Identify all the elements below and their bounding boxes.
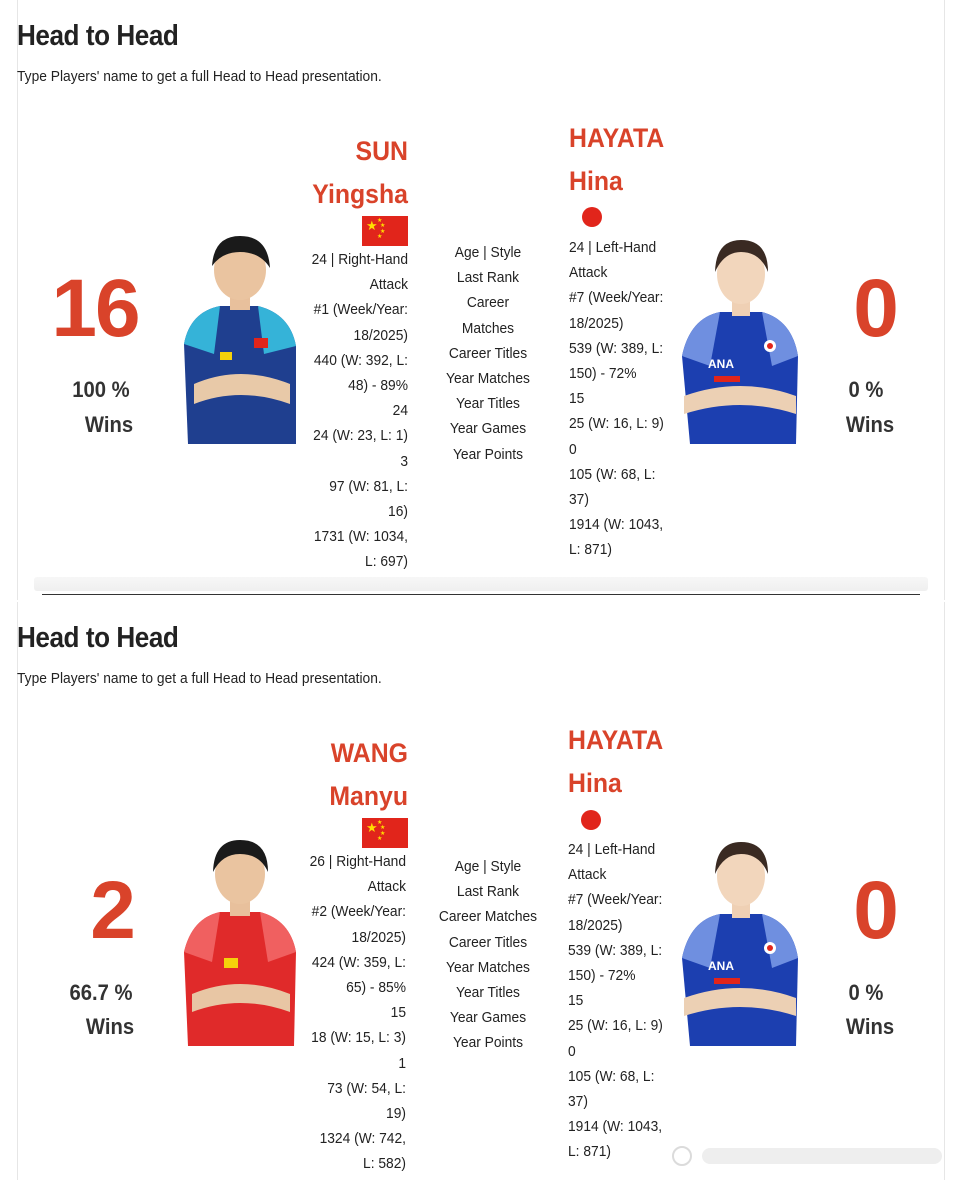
stat-year-matches: 25 (W: 16, L: 9) (569, 415, 664, 433)
label-year-games: Year Games (449, 1009, 527, 1027)
player-photo-hayata (680, 838, 800, 1046)
label-year-games: Year Games (449, 420, 527, 438)
player-photo-wang (182, 838, 298, 1046)
right-surname: HAYATA (568, 725, 664, 755)
player-photo-sun (180, 234, 298, 444)
left-win-pct: 100 % (72, 377, 130, 402)
section-divider-line (42, 594, 920, 595)
label-age-style: Age | Style (454, 858, 522, 875)
stat-year-games: 97 (W: 81, L: 16) (329, 477, 408, 521)
stat-age-style: 24 | Right-Hand Attack (311, 251, 408, 294)
stat-career-matches: 440 (W: 392, L: 48) - 89% (313, 351, 408, 395)
right-score: 0 (853, 263, 897, 354)
label-year-titles: Year Titles (456, 395, 520, 413)
label-career-matches: Career Matches (438, 908, 538, 926)
stat-year-titles: 3 (400, 452, 408, 470)
right-wins-label: Wins (845, 412, 895, 437)
left-surname: SUN (355, 136, 408, 166)
h2h-subtitle: Type Players' name to get a full Head to Head presentation. (17, 670, 382, 687)
china-flag-icon: ★ ★ ★ ★ ★ (362, 818, 408, 848)
left-stats-list (309, 247, 408, 575)
right-given-name: Hina (569, 166, 623, 196)
label-last-rank: Last Rank (456, 269, 520, 287)
right-given-name: Hina (568, 768, 622, 798)
stat-career-matches: 539 (W: 389, L: 150) - 72% (569, 339, 664, 383)
watermark-icon (668, 1136, 960, 1174)
right-win-pct: 0 % (848, 377, 884, 402)
left-given-name: Yingsha (312, 179, 408, 209)
section-divider-band (34, 577, 928, 591)
stat-year-games: 105 (W: 68, L: 37) (568, 1067, 655, 1111)
stat-year-points: 1914 (W: 1043, L: 871) (569, 516, 664, 559)
japan-flag-icon (582, 207, 602, 227)
stat-year-points: 1731 (W: 1034, L: 697) (313, 528, 408, 571)
stat-last-rank: #2 (Week/Year: 18/2025) (311, 903, 406, 946)
stat-career-titles: 15 (569, 390, 585, 408)
h2h-subtitle: Type Players' name to get a full Head to Head presentation. (17, 68, 382, 85)
stat-career-matches: 539 (W: 389, L: 150) - 72% (568, 941, 663, 985)
left-given-name: Manyu (329, 781, 408, 811)
right-stats-list (568, 837, 667, 1165)
right-score: 0 (853, 865, 897, 956)
stat-age-style: 24 | Left-Hand Attack (569, 239, 657, 282)
japan-flag-icon (581, 810, 601, 830)
stat-year-points: 1914 (W: 1043, L: 871) (568, 1118, 663, 1161)
svg-text:ANA: ANA (708, 357, 734, 371)
left-stats-list (307, 849, 406, 1177)
left-score: 2 (90, 865, 134, 956)
label-year-matches: Year Matches (446, 370, 530, 388)
label-career-matches: Career Matches (461, 294, 515, 337)
svg-text:ANA: ANA (708, 959, 734, 973)
stat-last-rank: #7 (Week/Year: 18/2025) (568, 891, 663, 934)
left-win-pct: 66.7 % (69, 980, 133, 1005)
stat-year-titles: 0 (569, 440, 577, 458)
label-last-rank: Last Rank (456, 883, 520, 901)
player-photo-hayata (680, 236, 800, 444)
label-year-points: Year Points (452, 445, 524, 463)
stat-year-matches: 24 (W: 23, L: 1) (313, 427, 408, 445)
stat-year-matches: 25 (W: 16, L: 9) (568, 1017, 663, 1035)
h2h-title: Head to Head (17, 622, 179, 654)
right-win-pct: 0 % (848, 980, 884, 1005)
stat-year-games: 105 (W: 68, L: 37) (569, 465, 656, 509)
label-career-titles: Career Titles (448, 933, 528, 951)
h2h-title: Head to Head (17, 20, 179, 52)
right-surname: HAYATA (569, 123, 665, 153)
stat-year-matches: 18 (W: 15, L: 3) (311, 1029, 406, 1047)
stat-labels-list (436, 854, 539, 1056)
stat-last-rank: #1 (Week/Year: 18/2025) (313, 301, 408, 344)
right-stats-list (569, 235, 668, 563)
left-score: 16 (51, 263, 139, 354)
china-flag-icon: ★ ★ ★ ★ ★ (362, 216, 408, 246)
stat-year-games: 73 (W: 54, L: 19) (327, 1079, 406, 1123)
stat-career-matches: 424 (W: 359, L: 65) - 85% (311, 953, 406, 997)
left-wins-label: Wins (84, 412, 134, 437)
stat-career-titles: 24 (392, 402, 408, 420)
stat-career-titles: 15 (568, 992, 584, 1010)
stat-year-titles: 0 (568, 1042, 576, 1060)
left-wins-label: Wins (85, 1014, 135, 1039)
stat-year-titles: 1 (398, 1054, 406, 1072)
stat-last-rank: #7 (Week/Year: 18/2025) (569, 289, 664, 332)
right-wins-label: Wins (845, 1014, 895, 1039)
stat-career-titles: 15 (390, 1004, 406, 1022)
label-year-titles: Year Titles (456, 984, 520, 1002)
label-year-points: Year Points (452, 1034, 524, 1052)
stat-labels-list (444, 240, 532, 467)
stat-year-points: 1324 (W: 742, L: 582) (319, 1130, 406, 1173)
label-career-titles: Career Titles (448, 344, 528, 362)
left-surname: WANG (330, 738, 408, 768)
stat-age-style: 24 | Left-Hand Attack (568, 841, 656, 884)
label-year-matches: Year Matches (446, 958, 530, 976)
stat-age-style: 26 | Right-Hand Attack (309, 853, 406, 896)
label-age-style: Age | Style (454, 244, 522, 261)
